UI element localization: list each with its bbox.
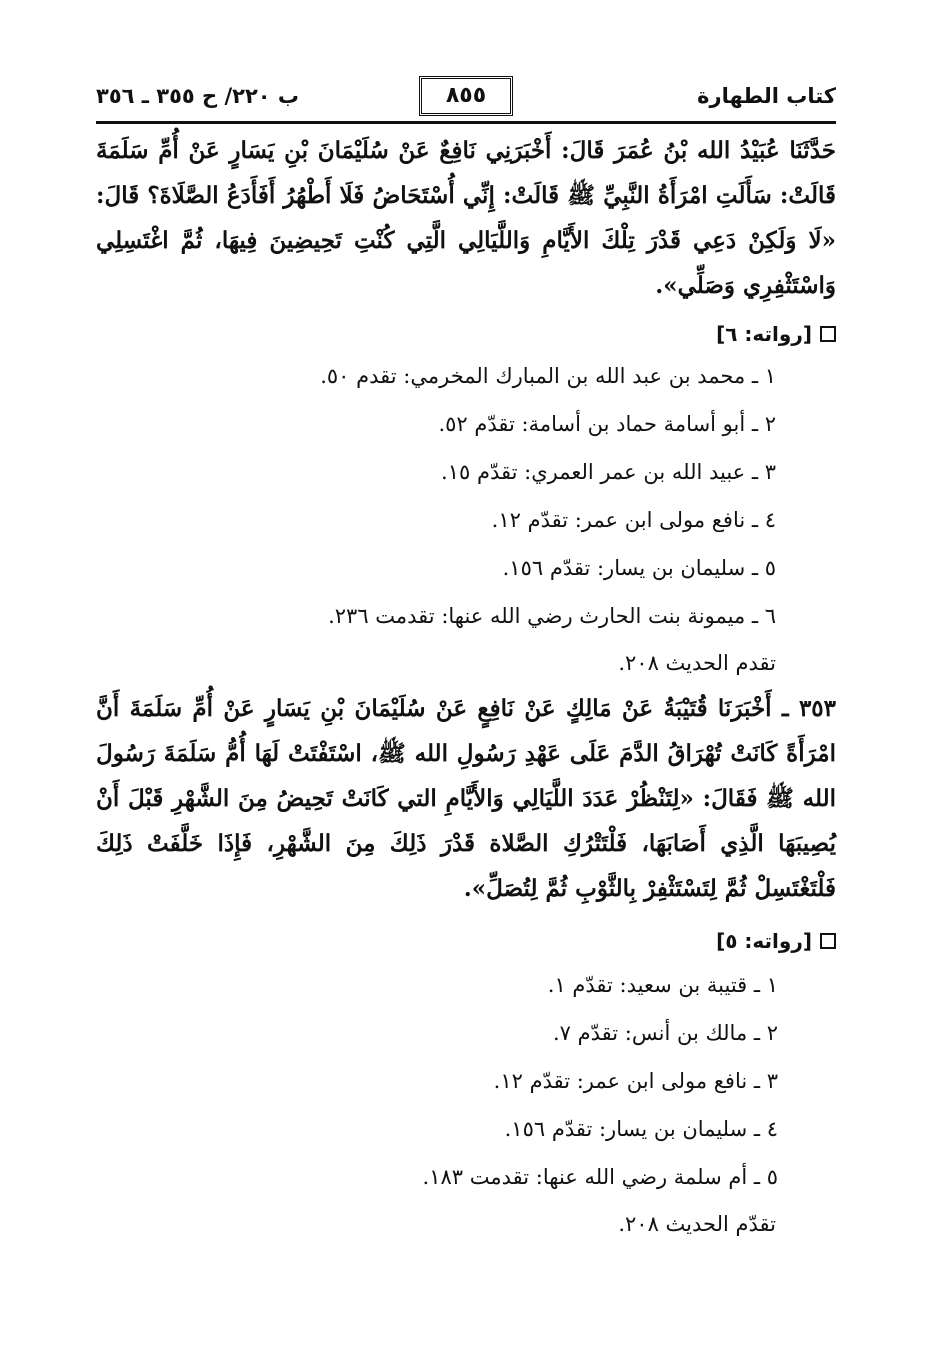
list-item: ٦ ـ ميمونة بنت الحارث رضي الله عنها: تقدمت ٢٣٦. (328, 604, 776, 628)
square-bullet-icon (820, 326, 836, 342)
header-rule (96, 121, 836, 124)
list-item: ٤ ـ نافع مولى ابن عمر: تقدّم ١٢. (491, 508, 776, 532)
book-title: كتاب الطهارة (697, 84, 836, 108)
narrators-356-heading (96, 929, 836, 953)
list-item: ٤ ـ سليمان بن يسار: تقدّم ١٥٦. (504, 1117, 778, 1141)
square-bullet-icon (820, 933, 836, 949)
list-item: ٣ ـ عبيد الله بن عمر العمري: تقدّم ١٥. (441, 460, 776, 484)
page-content (96, 128, 836, 1247)
narrators-355-list (96, 352, 836, 640)
list-item: ٣ ـ نافع مولى ابن عمر: تقدّم ١٢. (493, 1069, 778, 1093)
narrators-356-note: تقدّم الحديث ٢٠٨. (618, 1212, 776, 1236)
list-item: ٥ ـ سليمان بن يسار: تقدّم ١٥٦. (502, 556, 776, 580)
list-item: ١ ـ قتيبة بن سعيد: تقدّم ١. (547, 973, 778, 997)
chapter-reference: ب ٢٢٠/ ح ٣٥٥ ـ ٣٥٦ (96, 84, 300, 108)
narrators-356-heading-text: [رواته: ٥] (716, 929, 812, 953)
narrators-355-note: تقدم الحديث ٢٠٨. (618, 651, 776, 675)
page-number: ٨٥٥ (419, 76, 513, 116)
list-item: ٢ ـ مالك بن أنس: تقدّم ٧. (552, 1021, 778, 1045)
narrators-355-heading-text: [رواته: ٦] (716, 322, 812, 346)
list-item: ١ ـ محمد بن عبد الله بن المبارك المخرمي: تقدم ٥٠. (320, 364, 776, 388)
hadith-356-text: ٣٥٣ ـ أَخْبَرَنَا قُتَيْبَةُ عَنْ مَالِكٍ عَنْ نَافِعٍ عَنْ سُلَيْمَانَ بْنِ يَسَارٍ عَنْ أُمِّ سَلَمَةَ أَنَّ امْرَأَةً كَانَتْ تُهْرَاقُ الدَّمَ عَلَى عَهْدِ رَسُولِ الله ﷺ، اسْتَفْتَتْ لَهَا أُمُّ سَلَمَةَ رَسُولَ الله ﷺ فَقَالَ: «لِتَنْظُرْ عَدَدَ اللَّيَالِي وَالأَيَّامِ التي كَانَتْ تَحِيضُ مِنَ الشَّهْرِ قَبْلَ أَنْ يُصِيبَهَا الَّذِي أَصَابَهَا، فَلْتَتْرُكِ الصَّلاة قَدْرَ ذَلِكَ مِنَ الشَّهْرِ، فَإِذَا خَلَّفَتْ ذَلِكَ فَلْتَغْتَسِلْ ثُمَّ لِتَسْتَثْفِرْ بِالثَّوْبِ ثُمَّ لِتُصَلِّ». (96, 695, 836, 902)
hadith-355-text: حَدَّثَنَا عُبَيْدُ الله بْنُ عُمَرَ قَالَ: أَخْبَرَنِي نَافِعٌ عَنْ سُلَيْمَانَ بْنِ يَسَارٍ عَنْ أُمِّ سَلَمَةَ قَالَتْ: سَأَلَتِ امْرَأَةُ النَّبِيِّ ﷺ قَالَتْ: إِنِّي أُسْتَحَاضُ فَلَا أَطْهُرُ أَفَأَدَعُ الصَّلَاةَ؟ قَالَ: «لَا وَلَكِنْ دَعِي قَدْرَ تِلْكَ الأَيَّامِ وَاللَّيَالِي الَّتِي كُنْتِ تَحِيضِينَ فِيهَا، ثُمَّ اغْتَسِلِي وَاسْتَثْفِرِي وَصَلِّي». (96, 137, 836, 299)
narrators-355-heading (96, 322, 836, 346)
list-item: ٥ ـ أم سلمة رضي الله عنها: تقدمت ١٨٣. (422, 1165, 778, 1189)
list-item: ٢ ـ أبو أسامة حماد بن أسامة: تقدّم ٥٢. (438, 412, 776, 436)
narrators-356-list (96, 961, 836, 1201)
page-header (96, 72, 836, 120)
